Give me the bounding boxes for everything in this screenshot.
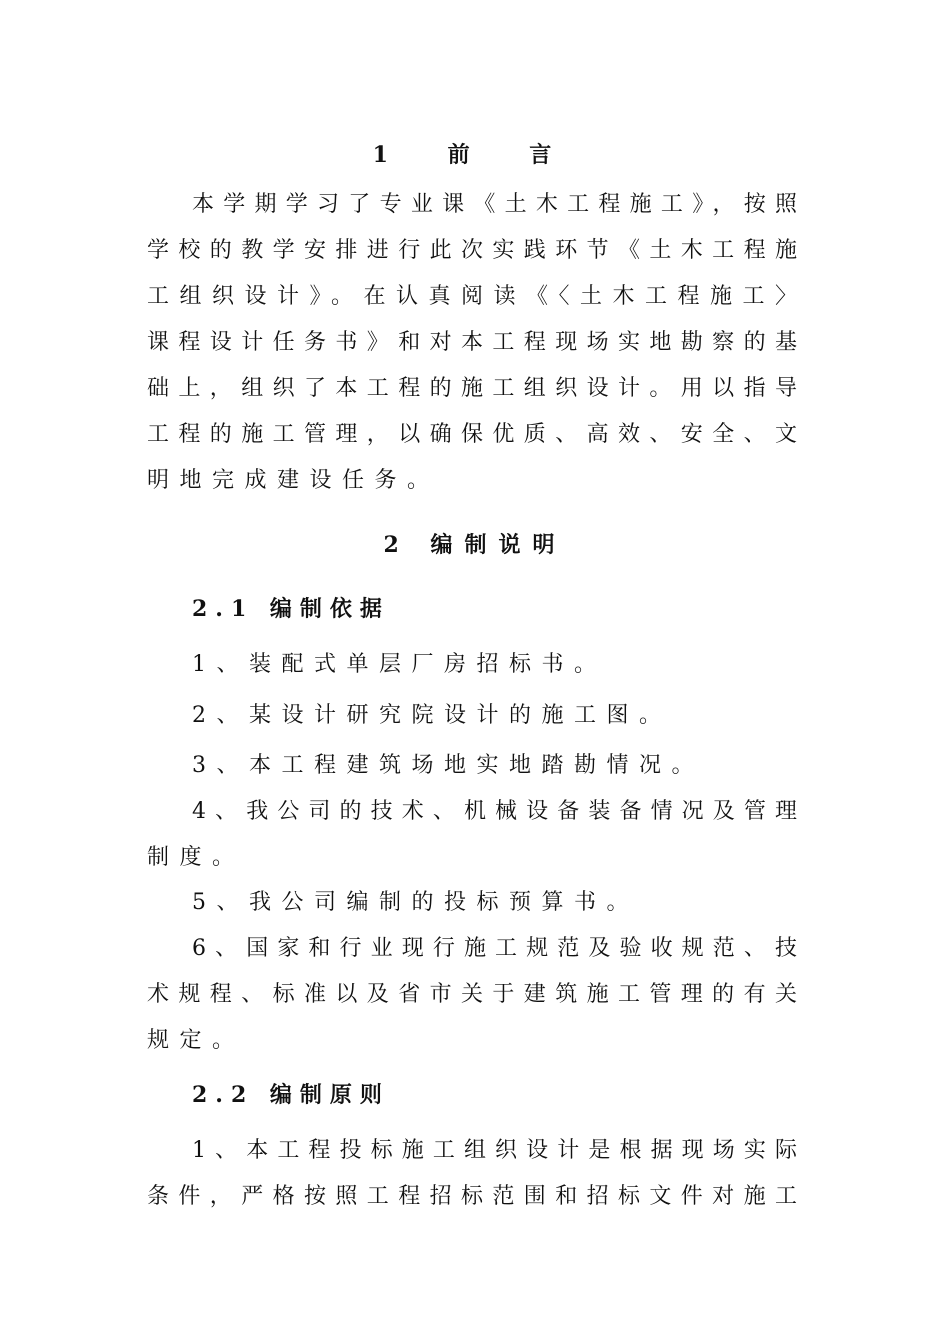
intro-line-4: 课程设计任务书》和对本工程现场实地勘察的基 [147, 330, 797, 355]
section-2-heading: 2 编制说明 [383, 532, 567, 558]
intro-line-5: 础上，组织了本工程的施工组织设计。用以指导 [147, 376, 797, 401]
basis-item-4-line-2: 制度。 [147, 845, 245, 870]
basis-item-6-line-2: 术规程、标准以及省市关于建筑施工管理的有关 [147, 982, 797, 1007]
intro-line-7: 明地完成建设任务。 [147, 468, 440, 493]
principle-item-1-line-2: 条件，严格按照工程招标范围和招标文件对施工 [147, 1184, 797, 1209]
basis-item-5: 5、我公司编制的投标预算书。 [192, 890, 639, 915]
principle-item-1-line-1: 1、本工程投标施工组织设计是根据现场实际 [192, 1138, 797, 1163]
basis-item-3: 3、本工程建筑场地实地踏勘情况。 [192, 753, 704, 778]
subsection-2-1-heading: 2.1 编制依据 [192, 596, 390, 622]
section-1-heading: 1 前 言 [372, 142, 578, 168]
basis-item-1: 1、装配式单层厂房招标书。 [192, 652, 607, 677]
intro-line-2: 学校的教学安排进行此次实践环节《土木工程施 [147, 238, 797, 263]
subsection-2-2-heading: 2.2 编制原则 [192, 1082, 390, 1108]
intro-line-6: 工程的施工管理，以确保优质、高效、安全、文 [147, 422, 797, 447]
basis-item-2: 2、某设计研究院设计的施工图。 [192, 703, 672, 728]
intro-line-1: 本学期学习了专业课《土木工程施工》，按照 [192, 192, 797, 217]
basis-item-4-line-1: 4、我公司的技术、机械设备装备情况及管理 [192, 799, 797, 824]
basis-item-6-line-3: 规定。 [147, 1028, 245, 1053]
basis-item-6-line-1: 6、国家和行业现行施工规范及验收规范、技 [192, 936, 797, 961]
intro-line-3: 工组织设计》。在认真阅读《〈土木工程施工〉 [147, 284, 797, 309]
